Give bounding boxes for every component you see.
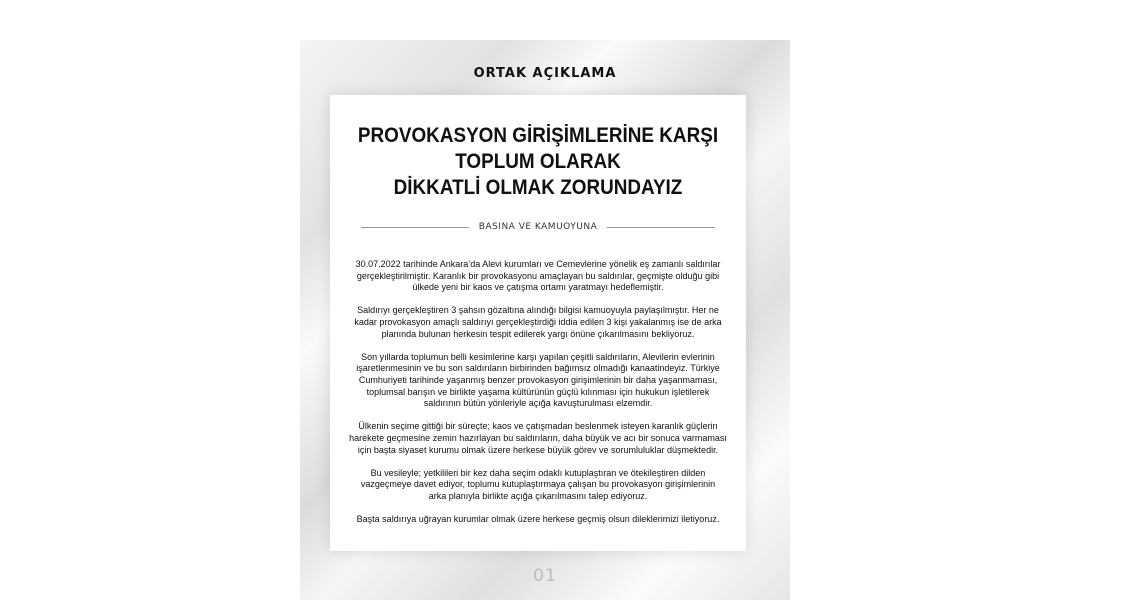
statement-title xyxy=(351,123,725,201)
paragraph-line: gerçekleştirilmiştir. Karanlık bir provokasyonu amaçlayan bu saldırılar, geçmişte olduğu gibi xyxy=(356,270,720,281)
divider xyxy=(607,227,715,228)
paragraph-line: için başta siyaset kurumu olmak üzere herkese büyük görev ve sorumluluklar düşmektedir. xyxy=(357,444,719,455)
title-line: PROVOKASYON GİRİŞİMLERİNE KARŞI xyxy=(357,124,719,147)
paragraph xyxy=(330,468,746,503)
paragraph-line: toplumsal barışın ve birlikte yaşama kültürünün güçlü kılınması için hukukun işletilerek xyxy=(366,386,710,397)
paragraph-line: kadar provokasyon amaçlı saldırıyı gerçekleştirdiği iddia edilen 3 kişi yakalanmış ise de arka xyxy=(354,316,722,327)
paragraph xyxy=(330,514,746,526)
paragraph-line: Başta saldırıya uğrayan kurumlar olmak üzere herkese geçmiş olsun dileklerimizi iletiyoruz. xyxy=(356,514,720,525)
paragraph-line: saldırının bütün yönleriyle açığa kavuşturulması elzemdir. xyxy=(423,398,653,409)
document-header: ORTAK AÇIKLAMA xyxy=(473,66,617,81)
paragraph xyxy=(330,421,746,456)
paragraph-line: arka planıyla birlikte açığa çıkarılmasını talep ediyoruz. xyxy=(428,490,648,501)
paragraph-line: Saldırıyı gerçekleştiren 3 şahsın gözaltına alındığı bilgisi kamuoyuyla paylaşılmıştır. Her ne xyxy=(357,305,719,316)
title-line: DİKKATLİ OLMAK ZORUNDAYIZ xyxy=(393,176,683,199)
paragraph-line: harekete geçmesine zemin hazırlayan bu saldırıların, daha büyük ve acı bir sonuca varmaması xyxy=(349,432,727,443)
paragraph xyxy=(330,305,746,340)
subtitle xyxy=(330,222,746,232)
paragraph-line: 30.07.2022 tarihinde Ankara’da Alevi kurumları ve Cemevlerine yönelik eş zamanlı saldırılar xyxy=(355,259,721,269)
paragraph xyxy=(330,352,746,410)
paragraph-line: Bu vesileyle; yetkilileri bir kez daha seçim odaklı kutuplaştıran ve ötekileştiren dilden xyxy=(370,467,706,478)
paragraph-line: Ülkenin seçime gittiği bir süreçte; kaos ve çatışmadan beslenmek isteyen karanlık güçlerin xyxy=(358,421,718,432)
paragraph-line: planında bulunan herkesin tespit edilerek yargı önüne çıkarılmasını bekliyoruz. xyxy=(381,328,695,339)
page-number: 01 xyxy=(533,566,557,586)
paragraph-line: Son yıllarda toplumun belli kesimlerine karşı yapılan çeşitli saldırıların, Alevilerin evlerinin xyxy=(361,351,715,362)
statement-card xyxy=(330,95,746,551)
paragraph-line: Cumhuriyeti tarihinde yaşanmış benzer provokasyon girişimlerinin bir daha yaşanmaması, xyxy=(358,374,718,385)
paragraph-line: işaretlenmesinin ve bu son saldırıların birbirinden bağımsız olmadığı kanaatindeyiz. Türkiye xyxy=(356,363,720,374)
title-line: TOPLUM OLARAK xyxy=(455,150,621,173)
paragraph xyxy=(330,259,746,294)
statement-body xyxy=(330,259,746,537)
subtitle-text: BASINA VE KAMUOYUNA xyxy=(478,222,598,232)
paragraph-line: ülkede yeni bir kaos ve çatışma ortamı yaratmayı hedeflemiştir. xyxy=(412,282,664,293)
paragraph-line: vazgeçmeye davet ediyor, toplumu kutuplaştırmaya çalışan bu provokasyon girişimlerinin xyxy=(360,479,716,490)
divider xyxy=(361,227,469,228)
